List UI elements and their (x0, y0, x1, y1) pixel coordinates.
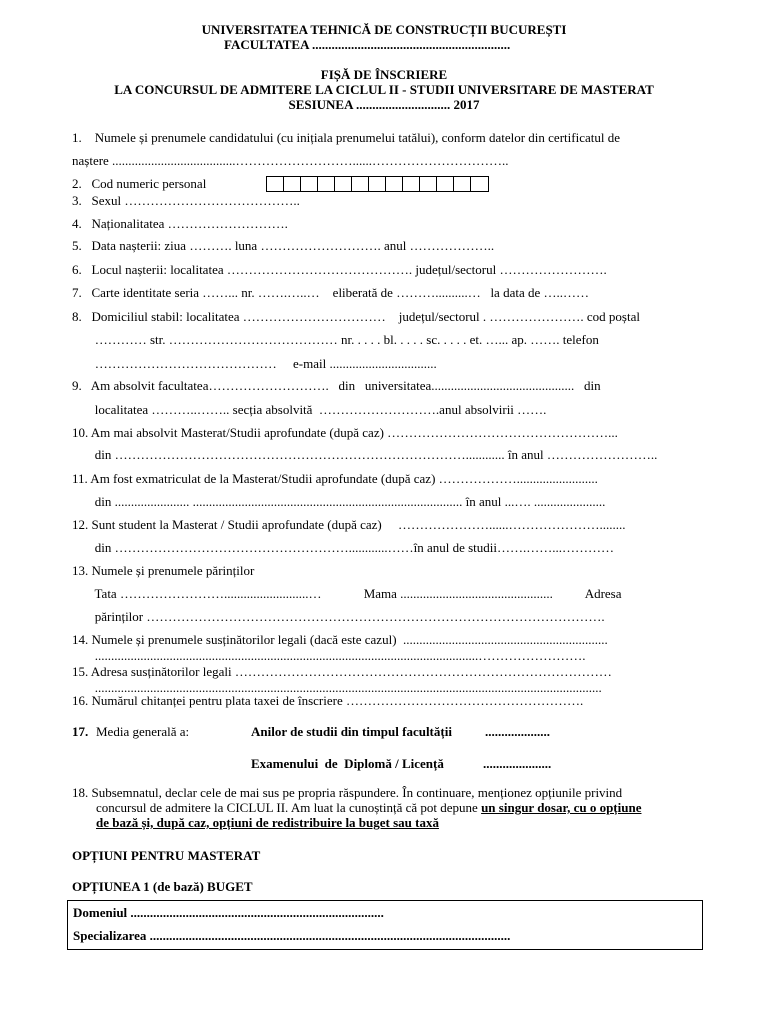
cnp-digit-box[interactable] (318, 177, 335, 191)
item-8-line-2: ………… str. ………………………………… nr. . . . . bl. . . . . sc. . . . . et. …... ap. ……. telefon (72, 332, 599, 347)
form-title: FIȘĂ DE ÎNSCRIERE (320, 67, 448, 82)
item-18-emphasis-2: de bază și, după caz, opțiuni de redistribuire la buget sau taxă (96, 815, 439, 830)
cnp-boxes[interactable] (266, 176, 489, 192)
item-4-nationality: 4. Naționalitatea ………………………. (72, 216, 288, 231)
item-14-line-2: ......................................................................................................................……………………. (72, 648, 586, 663)
options-title: OPȚIUNI PENTRU MASTERAT (72, 848, 261, 863)
item-12-line-2: din ………………………………………………............……în anul de studii…….……...………… (72, 540, 615, 555)
cnp-digit-box[interactable] (267, 177, 284, 191)
option-1-title: OPȚIUNEA 1 (de bază) BUGET (72, 879, 253, 894)
item-18-line-1: 18. Subsemnatul, declar cele de mai sus pe propria răspundere. În continuare, menționez opțiunile privind (72, 785, 623, 800)
item-17-study-years-dots: .................... (485, 724, 550, 739)
cnp-digit-box[interactable] (386, 177, 403, 191)
item-8-line-3: …………………………………… e-mail ................................. (72, 356, 437, 371)
item-2-cnp-label: 2. Cod numeric personal (72, 176, 207, 191)
item-10-line-1: 10. Am mai absolvit Masterat/Studii aprofundate (după caz) ……………………………………………... (72, 425, 618, 440)
item-18-line-2-text: concursul de admitere la CICLUL II. Am luat la cunoștință că pot depune (96, 800, 482, 815)
item-15-line-2: ............................................................................................................................................................ (72, 680, 602, 695)
item-17-diploma-exam: Examenului de Diplomă / Licență (251, 756, 444, 771)
item-9-line-2: localitatea ………..…….. secția absolvită ……………………….anul absolvirii ……. (72, 402, 547, 417)
cnp-digit-box[interactable] (284, 177, 301, 191)
faculty-line: FACULTATEA ............................................................. (224, 37, 511, 52)
item-8-line-1: 8. Domiciliul stabil: localitatea …………………………… județul/sectorul . …………………. cod poștal (72, 309, 640, 324)
item-18-line-2 (96, 800, 641, 815)
item-11-line-2: din ....................... ................................................................................... în anul ...…. ...................... (72, 494, 606, 509)
item-13-line-3: părinților ……………………………………………………………………………………………. (72, 609, 605, 624)
specialization-field[interactable]: Specializarea ............................................................................................................... (73, 928, 511, 943)
item-10-line-2: din ………………………………………………………………………............ în anul …………………….. (72, 447, 658, 462)
item-16-receipt: 16. Numărul chitanței pentru plata taxei de înscriere ………………………………………………. (72, 693, 584, 708)
cnp-digit-box[interactable] (403, 177, 420, 191)
item-11-line-1: 11. Am fost exmatriculat de la Masterat/Studii aprofundate (după caz) ………………......................... (72, 471, 598, 486)
cnp-digit-box[interactable] (335, 177, 352, 191)
cnp-digit-box[interactable] (301, 177, 318, 191)
university-name: UNIVERSITATEA TEHNICĂ DE CONSTRUCȚII BUCUREȘTI (201, 22, 567, 37)
item-1-line-2: naștere ......................................………………………......………………………….. (72, 153, 509, 168)
item-18-emphasis-1: un singur dosar, cu o opțiune (481, 800, 642, 815)
cnp-digit-box[interactable] (454, 177, 471, 191)
cnp-digit-box[interactable] (369, 177, 386, 191)
item-17-diploma-exam-dots: ..................... (483, 756, 552, 771)
item-9-line-1: 9. Am absolvit facultatea………………………. din universitatea............................................ din (72, 378, 601, 393)
item-17-number: 17. (72, 724, 89, 739)
item-12-line-1: 12. Sunt student la Masterat / Studii aprofundate (după caz) …………………......…………………........ (72, 517, 626, 532)
item-17-label: Media generală a: (96, 724, 190, 739)
item-3-sex: 3. Sexul ………………………………….. (72, 193, 300, 208)
cnp-digit-box[interactable] (471, 177, 488, 191)
item-6-birth-place: 6. Locul nașterii: localitatea ……………………………………. județul/sectorul ……………………. (72, 262, 607, 277)
session-line: SESIUNEA ............................. 2017 (288, 97, 480, 112)
item-1-line-1: 1. Numele și prenumele candidatului (cu inițiala prenumelui tatălui), conform datelor din certificatul de (72, 130, 620, 145)
cnp-digit-box[interactable] (437, 177, 454, 191)
item-5-birth-date: 5. Data nașterii: ziua ………. luna ………………………. anul ……………….. (72, 238, 495, 253)
item-13-line-2: Tata ……………………..........................… Mama ............................................... Adresa (72, 586, 622, 601)
item-15-line-1: 15. Adresa susținătorilor legali …………………………………………………………………………… (72, 664, 612, 679)
item-14-line-1: 14. Numele și prenumele susținătorilor legali (dacă este cazul) ............................................................... (72, 632, 608, 647)
cnp-digit-box[interactable] (420, 177, 437, 191)
item-13-line-1: 13. Numele și prenumele părinților (72, 563, 255, 578)
item-17-study-years: Anilor de studii din timpul facultății (251, 724, 452, 739)
item-7-id-card: 7. Carte identitate seria ……... nr. …….…..… eliberată de ………..........… la data de …..…… (72, 285, 589, 300)
form-subtitle: LA CONCURSUL DE ADMITERE LA CICLUL II - STUDII UNIVERSITARE DE MASTERAT (114, 82, 654, 97)
cnp-digit-box[interactable] (352, 177, 369, 191)
domain-field[interactable]: Domeniul .............................................................................. (73, 905, 384, 920)
